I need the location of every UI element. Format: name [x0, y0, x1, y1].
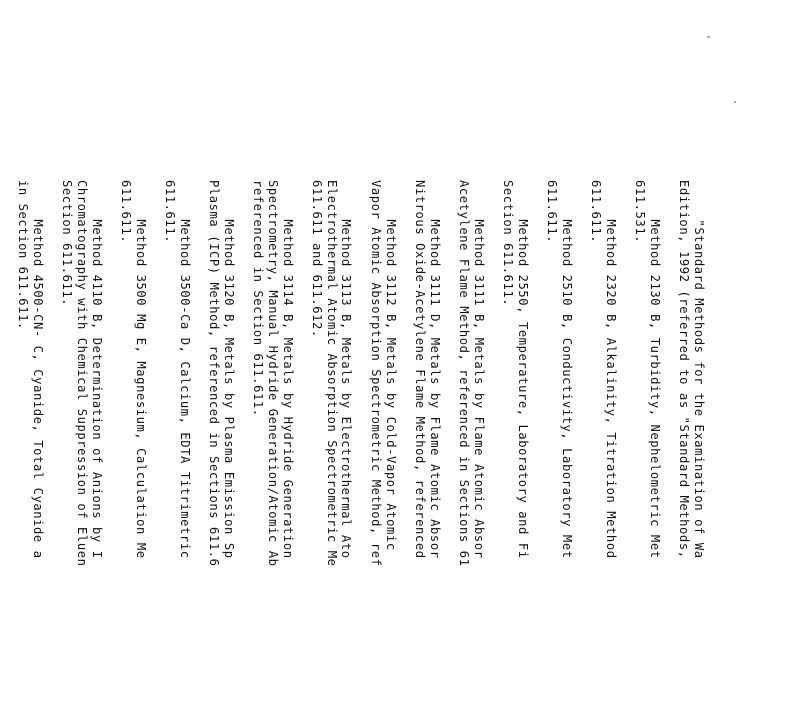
- document-line: Edition, 1992 (referred to as "Standard Methods,: [677, 180, 692, 559]
- document-line: in Section 611.611.: [16, 180, 31, 330]
- blank-line: [192, 180, 207, 720]
- document-line: Method 2130 B, Turbidity, Nephelometric Met: [647, 180, 662, 559]
- document-line: Method 3500 Mg E, Magnesium, Calculation Me: [133, 180, 148, 559]
- document-line: 611.531.: [633, 180, 648, 244]
- rotated-document-text: [0, 180, 706, 720]
- blank-line: [295, 180, 310, 720]
- blank-line: [1, 180, 16, 720]
- document-line: Method 3111 D, Metals by Flame Atomic Absor: [427, 180, 442, 559]
- document-line: Method 3500-Ca D, Calcium, EDTA Titrimetric: [177, 180, 192, 559]
- blank-line: [574, 180, 589, 720]
- document-line: referenced in Section 611.611.: [251, 180, 266, 417]
- document-line: Method 2320 B, Alkalinity, Titration Method: [603, 180, 618, 559]
- document-line: Vapor Atomic Absorption Spectrometric Method, ref: [368, 180, 383, 567]
- document-line: 611.611.: [119, 180, 134, 244]
- document-line: Section 611.611.: [501, 180, 516, 307]
- scan-speck: [707, 36, 710, 38]
- document-line: Method 3112 B, Metals by Cold-Vapor Atomic: [383, 180, 398, 551]
- blank-line: [354, 180, 369, 720]
- document-line: 611.611.: [545, 180, 560, 244]
- blank-line: [530, 180, 545, 720]
- document-line: Method 3113 B, Metals by Electrothermal Ato: [339, 180, 354, 559]
- document-line: "Standard Methods for the Examination of Wa: [692, 180, 706, 559]
- blank-line: [442, 180, 457, 720]
- blank-line: [236, 180, 251, 720]
- document-line: Method 4110 B, Determination of Anions by I: [89, 180, 104, 559]
- document-line: Method 2510 B, Conductivity, Laboratory Met: [559, 180, 574, 559]
- document-line: Acetylene Flame Method, referenced in Sections 61: [457, 180, 471, 567]
- blank-line: [148, 180, 163, 720]
- blank-line: [398, 180, 413, 720]
- document-line: [0, 180, 1, 720]
- document-line: Electrothermal Atomic Absorption Spectrometric Me: [324, 180, 339, 567]
- document-line: 611.611.: [163, 180, 178, 244]
- document-line: Spectrometry, Manual Hydride Generation/Atomic Ab: [266, 180, 281, 567]
- document-line: Chromatography with Chemical Suppression of Eluen: [75, 180, 90, 567]
- document-line: Method 4500-CN- C, Cyanide, Total Cyanide a: [31, 180, 46, 559]
- document-line: 611.611 and 611.612.: [310, 180, 325, 338]
- document-line: Nitrous Oxide-Acetylene Flame Method, referenced: [412, 180, 427, 559]
- document-line: 611.611.: [589, 180, 604, 244]
- blank-line: [662, 180, 677, 720]
- document-line: Method 3114 B, Metals by Hydride Generation: [280, 180, 295, 559]
- document-line: Method 2550, Temperature, Laboratory and Fi: [515, 180, 530, 559]
- scan-speck: [734, 101, 736, 103]
- blank-line: [104, 180, 119, 720]
- document-line: Plasma (ICP) Method, referenced in Sections 611.6: [207, 180, 222, 567]
- blank-line: [45, 180, 60, 720]
- document-line: Method 3111 B, Metals by Flame Atomic Absor: [471, 180, 486, 559]
- document-line: Section 611.611.: [60, 180, 75, 307]
- blank-line: [618, 180, 633, 720]
- blank-line: [486, 180, 501, 720]
- document-line: Method 3120 B, Metals by Plasma Emission Sp: [222, 180, 236, 559]
